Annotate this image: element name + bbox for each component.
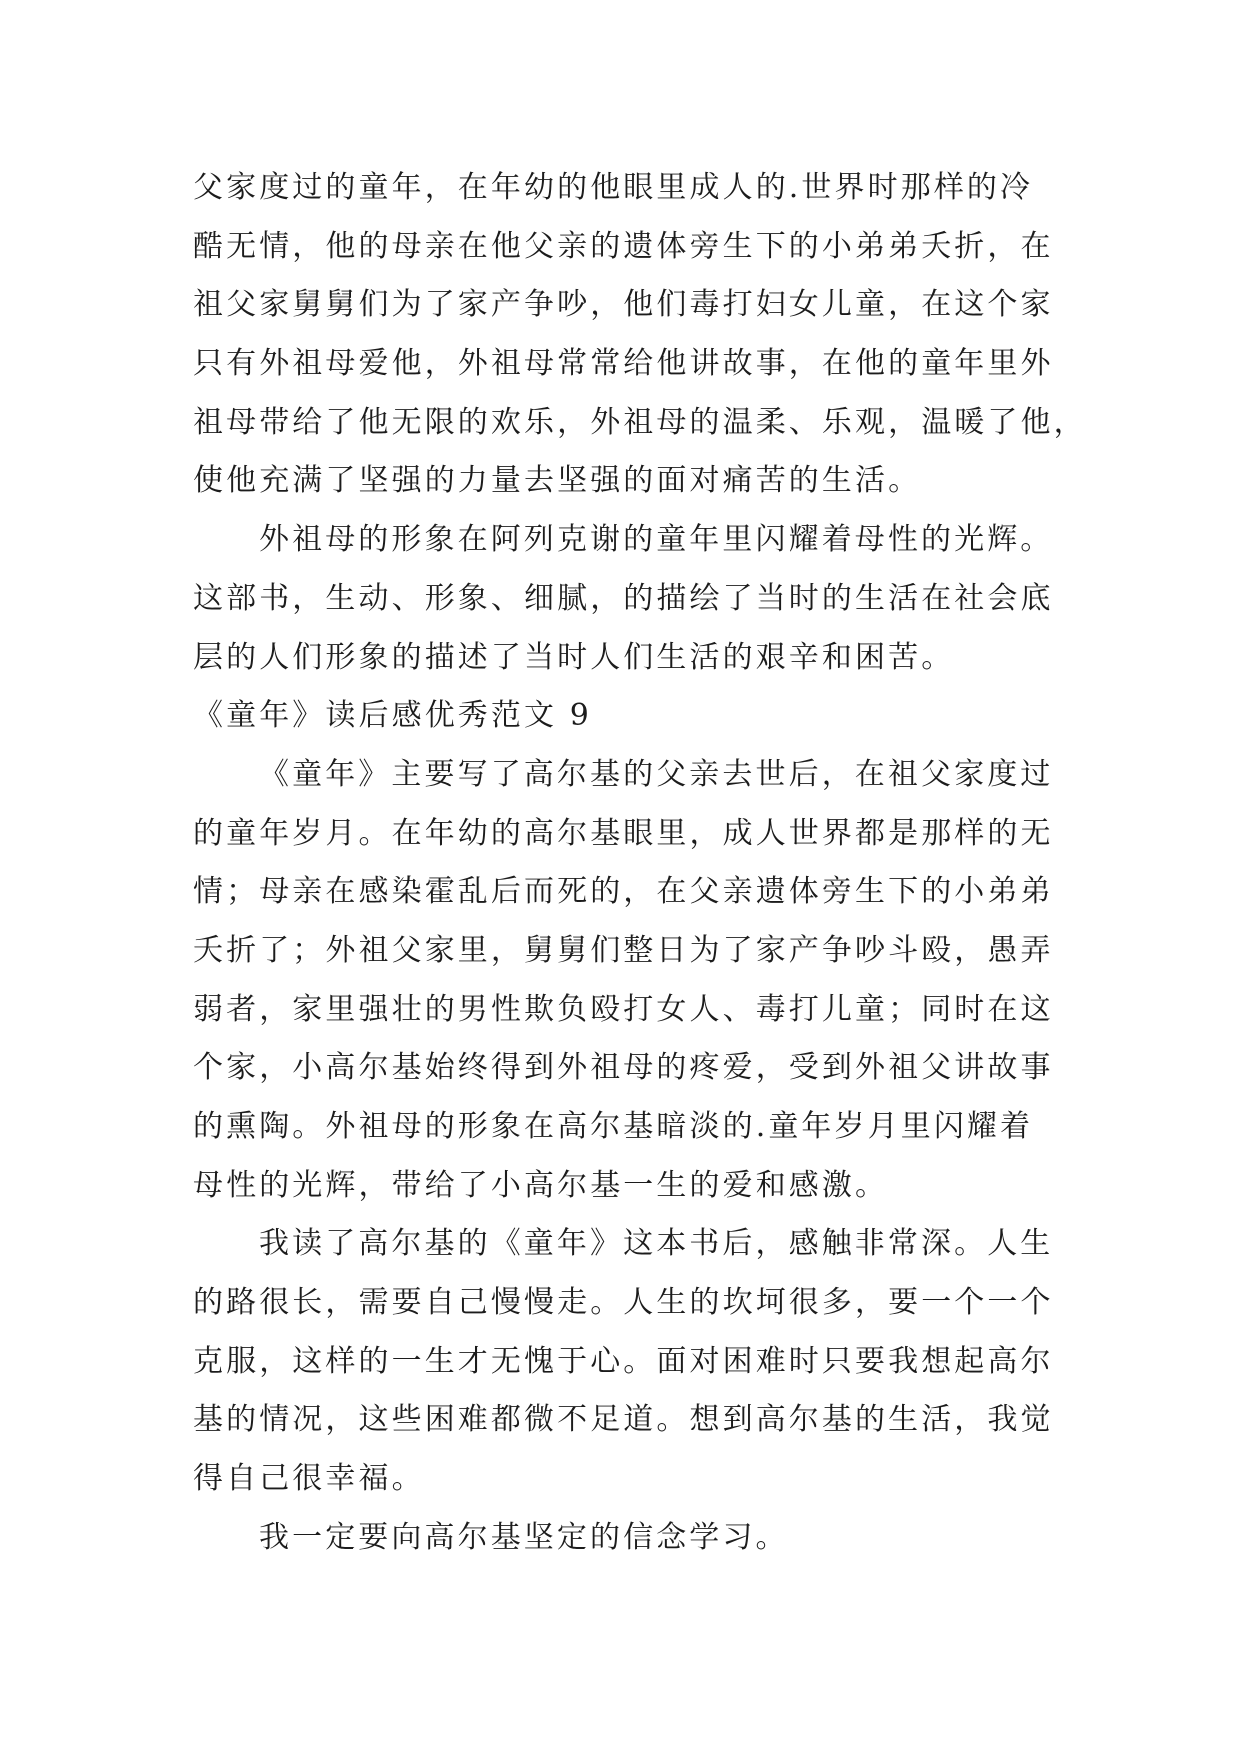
text-line: 只有外祖母爱他，外祖母常常给他讲故事，在他的童年里外: [193, 346, 1054, 382]
document-body: [193, 159, 1093, 1568]
text-line: 得自己很幸福。: [193, 1461, 425, 1497]
text-line: 的路很长，需要自己慢慢走。人生的坎坷很多，要一个一个: [193, 1285, 1054, 1321]
text-line: 弱者，家里强壮的男性欺负殴打女人、毒打儿童；同时在这: [193, 991, 1054, 1027]
text-line: 层的人们形象的描述了当时人们生活的艰辛和困苦。: [193, 639, 955, 675]
text-line: 的熏陶。外祖母的形象在高尔基暗淡的.童年岁月里闪耀着: [193, 1109, 1034, 1144]
paragraph: [193, 511, 1093, 687]
text-line: 我读了高尔基的《童年》这本书后，感触非常深。人生: [259, 1226, 1054, 1262]
text-line: 这部书，生动、形象、细腻，的描绘了当时的生活在社会底: [193, 580, 1054, 616]
paragraph: [193, 746, 1093, 1216]
text-line: 夭折了；外祖父家里，舅舅们整日为了家产争吵斗殴，愚弄: [193, 932, 1054, 968]
text-line: 酷无情，他的母亲在他父亲的遗体旁生下的小弟弟夭折，在: [193, 228, 1054, 264]
section-heading: 《童年》读后感优秀范文 9: [193, 698, 592, 734]
text-line: 母性的光辉，带给了小高尔基一生的爱和感激。: [193, 1167, 889, 1203]
text-line: 使他充满了坚强的力量去坚强的面对痛苦的生活。: [193, 463, 922, 499]
text-line: 我一定要向高尔基坚定的信念学习。: [259, 1519, 789, 1555]
text-line: 的童年岁月。在年幼的高尔基眼里，成人世界都是那样的无: [193, 815, 1054, 851]
paragraph: [193, 1509, 1093, 1568]
text-line: 外祖母的形象在阿列克谢的童年里闪耀着母性的光辉。: [259, 522, 1054, 558]
text-line: 祖父家舅舅们为了家产争吵，他们毒打妇女儿童，在这个家: [193, 287, 1054, 323]
paragraph: [193, 159, 1093, 511]
text-line: 父家度过的童年，在年幼的他眼里成人的.世界时那样的冷: [193, 170, 1034, 205]
text-line: 祖母带给了他无限的欢乐，外祖母的温柔、乐观，温暖了他，: [193, 404, 1087, 440]
text-line: 基的情况，这些困难都微不足道。想到高尔基的生活，我觉: [193, 1402, 1054, 1438]
paragraph: [193, 1215, 1093, 1508]
text-line: 克服，这样的一生才无愧于心。面对困难时只要我想起高尔: [193, 1343, 1054, 1379]
text-line: 《童年》主要写了高尔基的父亲去世后，在祖父家度过: [259, 756, 1054, 792]
text-line: 情；母亲在感染霍乱后而死的，在父亲遗体旁生下的小弟弟: [193, 874, 1054, 910]
text-line: 个家，小高尔基始终得到外祖母的疼爱，受到外祖父讲故事: [193, 1050, 1054, 1086]
